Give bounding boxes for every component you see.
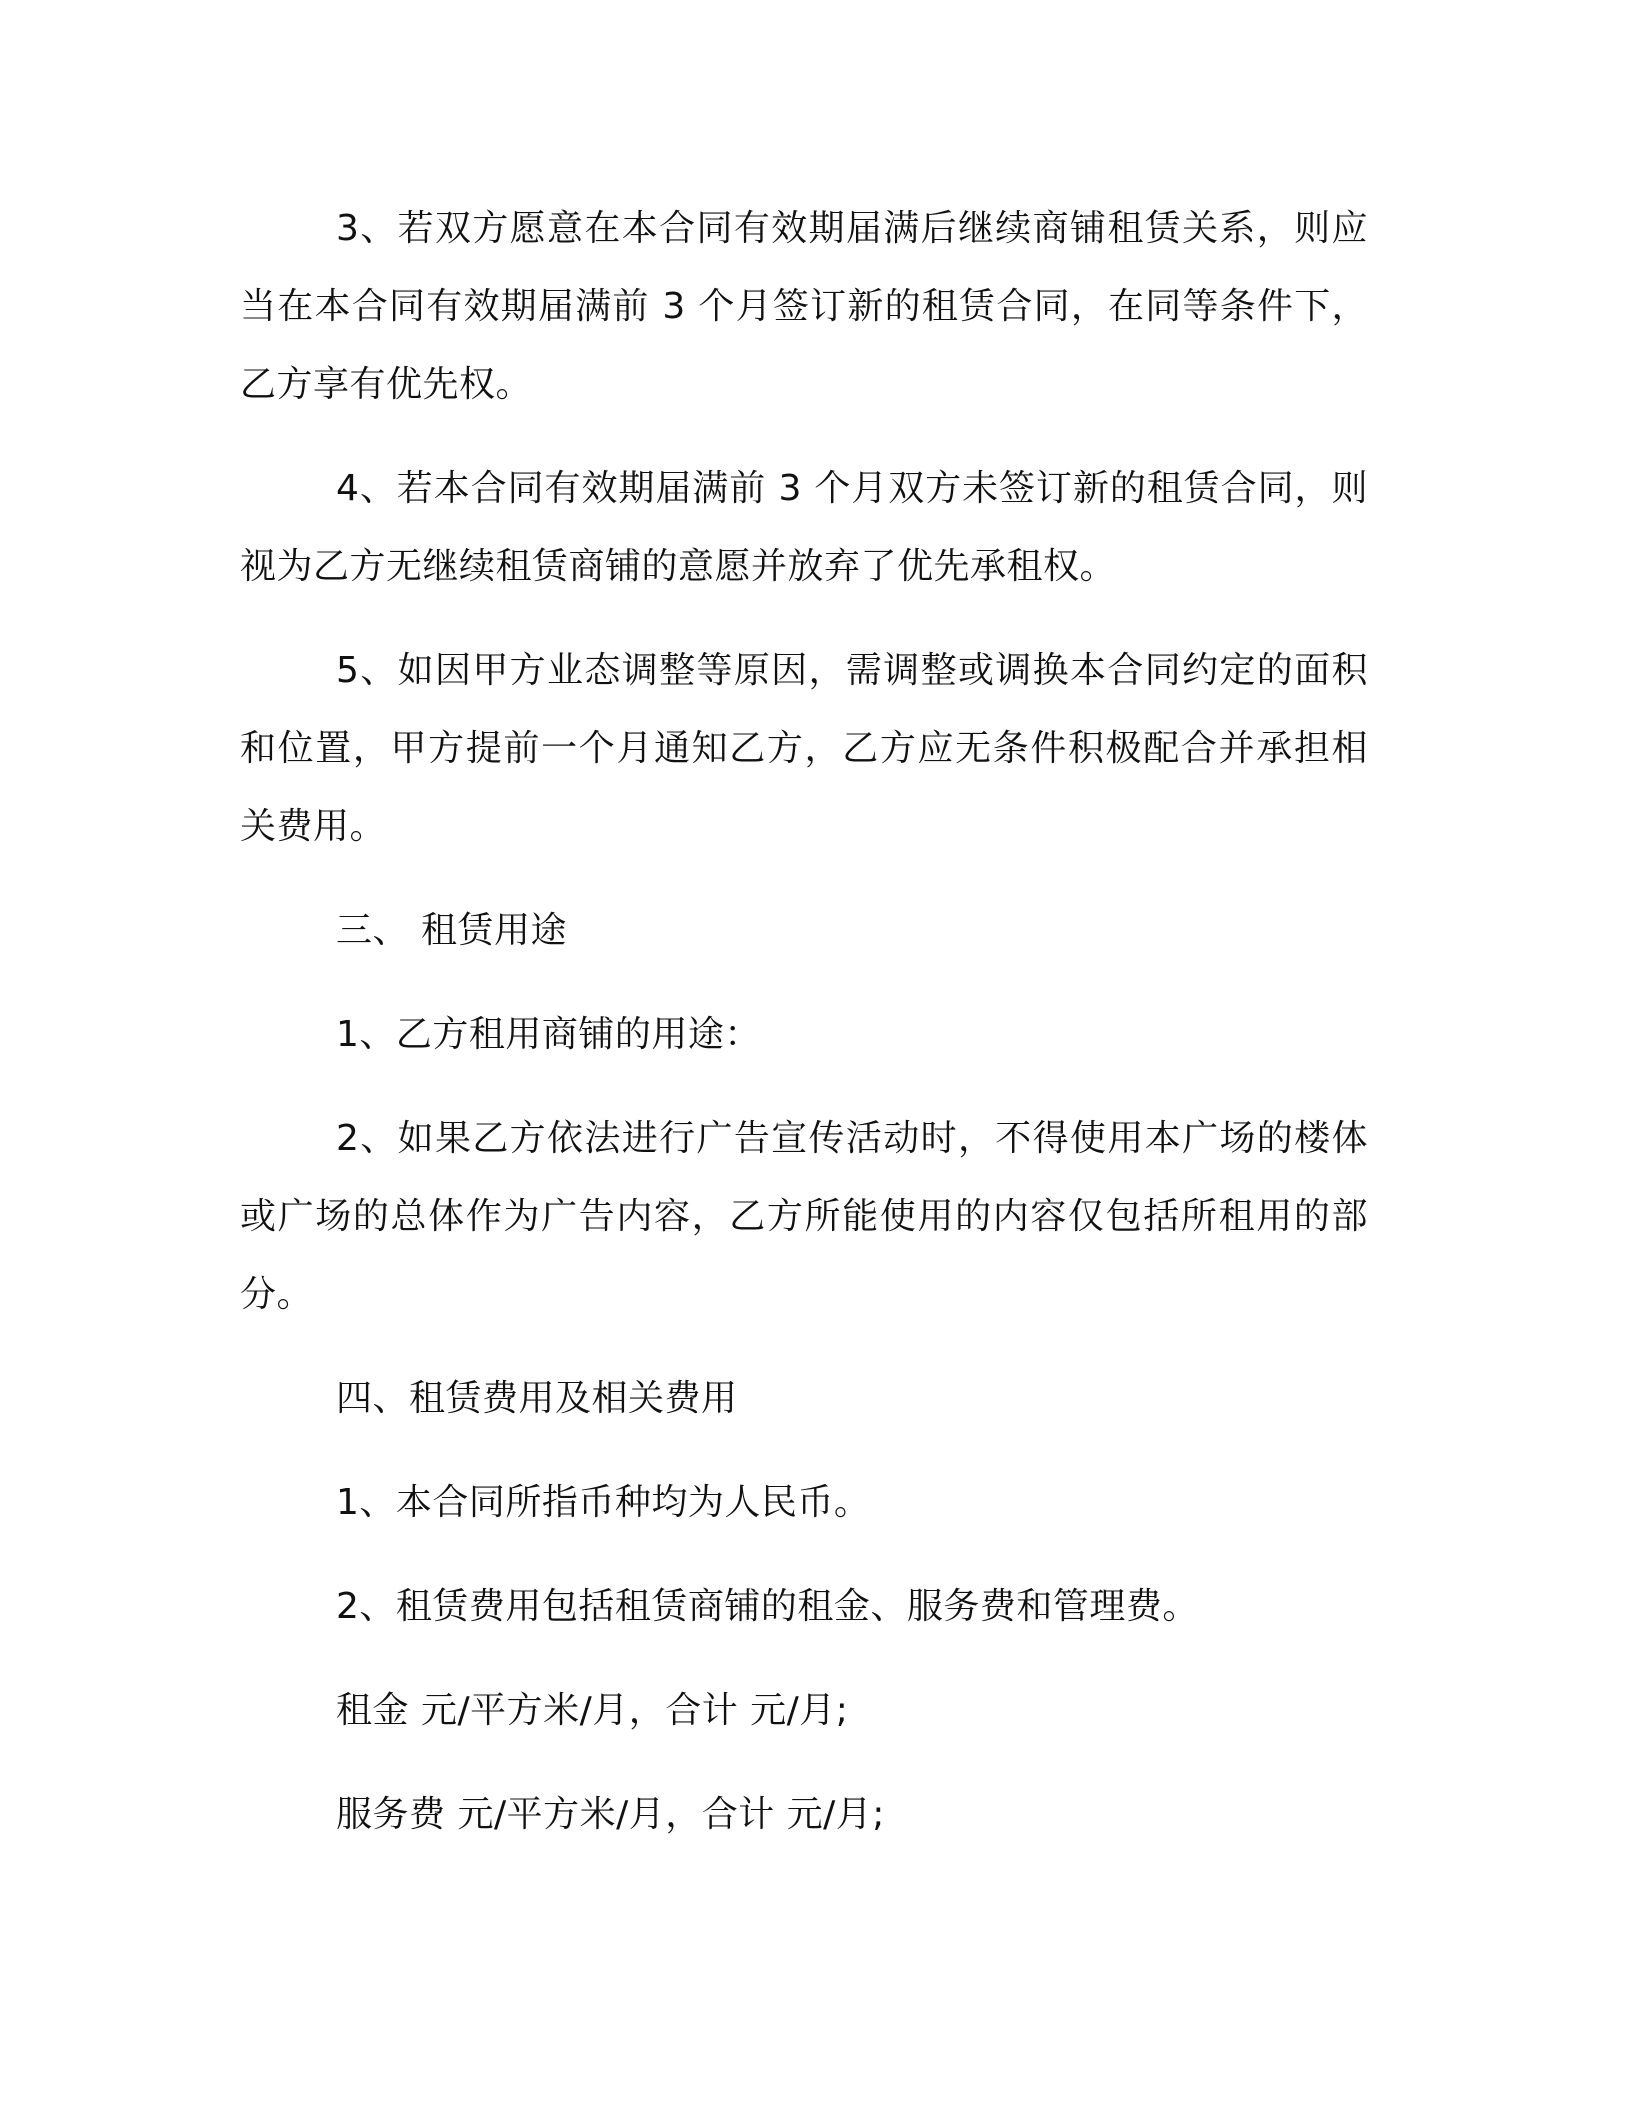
service-fee-line: 服务费 元/平方米/月，合计 元/月; bbox=[336, 1794, 885, 1835]
section-4-item-1: 1、本合同所指币种均为人民币。 bbox=[336, 1482, 871, 1523]
clause-5: 5、如因甲方业态调整等原因，需调整或调换本合同约定的面积和位置，甲方提前一个月通知乙方，乙方应无条件积极配合并承担相关费用。 bbox=[240, 650, 1368, 847]
section-3-item-2: 2、如果乙方依法进行广告宣传活动时，不得使用本广场的楼体或广场的总体作为广告内容，乙方所能使用的内容仅包括所租用的部分。 bbox=[240, 1118, 1368, 1315]
rent-line: 租金 元/平方米/月，合计 元/月; bbox=[336, 1690, 849, 1731]
document-body bbox=[240, 190, 1368, 1880]
section-4-item-2: 2、租赁费用包括租赁商铺的租金、服务费和管理费。 bbox=[336, 1586, 1199, 1627]
clause-3: 3、若双方愿意在本合同有效期届满后继续商铺租赁关系，则应当在本合同有效期届满前 3 个月签订新的租赁合同，在同等条件下，乙方享有优先权。 bbox=[240, 208, 1368, 405]
section-4-heading: 四、租赁费用及相关费用 bbox=[336, 1378, 738, 1419]
section-3-item-1: 1、乙方租用商铺的用途： bbox=[336, 1014, 761, 1055]
clause-4: 4、若本合同有效期届满前 3 个月双方未签订新的租赁合同，则视为乙方无继续租赁商铺的意愿并放弃了优先承租权。 bbox=[240, 468, 1368, 587]
section-3-heading: 三、 租赁用途 bbox=[336, 910, 567, 951]
